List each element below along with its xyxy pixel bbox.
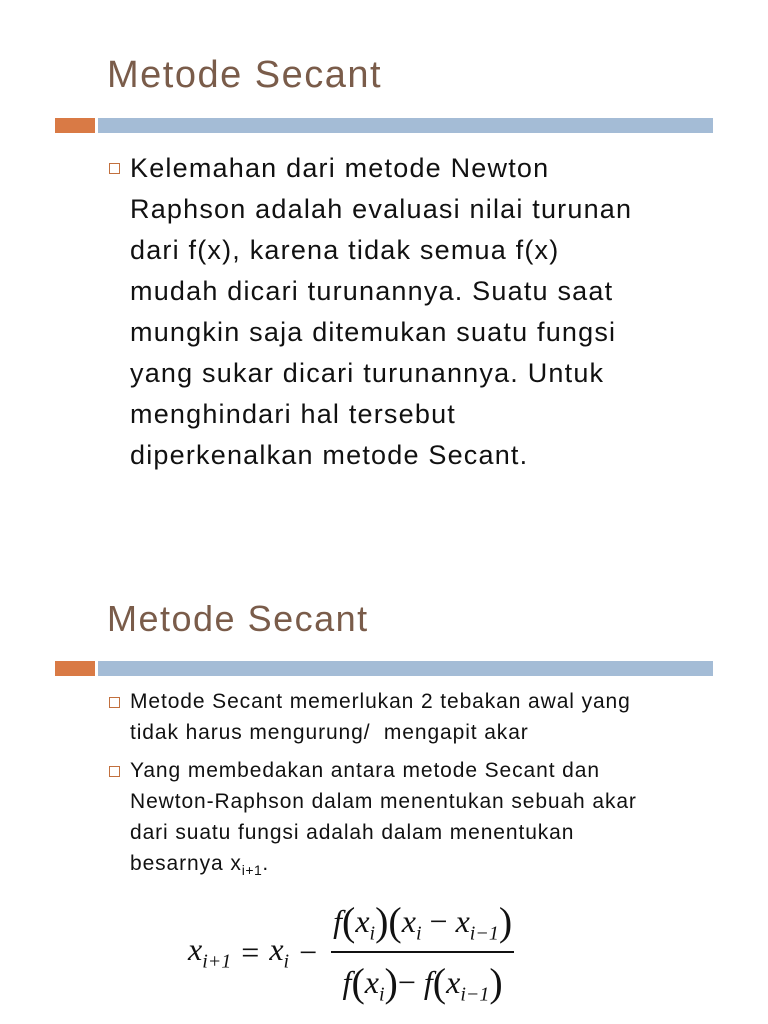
formula-sub: i (283, 950, 290, 973)
formula-sub: i (415, 922, 422, 945)
bullet-line: dari suatu fungsi adalah dalam menentukan (130, 821, 575, 844)
subscript: i+1 (241, 862, 263, 878)
slide-2 (0, 540, 768, 1024)
formula-var: x (364, 963, 379, 1000)
formula-equals: = (241, 933, 260, 970)
formula-denominator: $f(x_i)- f(x_{i-1})$ (342, 959, 503, 1006)
bullet-item (107, 148, 687, 476)
bullet-line: Kelemahan dari metode Newton (130, 153, 550, 183)
fraction-line (331, 951, 514, 953)
formula-numerator: $f(x_i)(x_i - x_{i-1})$ (333, 898, 513, 945)
formula-lhs (188, 931, 231, 973)
formula-sub: i (369, 922, 376, 945)
slide-title: Metode Secant (107, 54, 383, 96)
hollow-square-bullet-icon (109, 697, 120, 708)
bullet-line: tidak harus mengurung/ mengapit akar (130, 721, 529, 744)
bullet-line: diperkenalkan metode Secant. (130, 440, 529, 470)
formula-minus: − (299, 933, 318, 970)
formula-var: x (455, 902, 470, 939)
formula-minus: − (429, 902, 448, 939)
formula-var: x (188, 930, 203, 967)
bullet-line: yang sukar dicari turunannya. Untuk (130, 358, 605, 388)
title-accent-bar-blue (98, 661, 713, 676)
bullet-line: Metode Secant memerlukan 2 tebakan awal yang (130, 690, 631, 713)
bullet-list (107, 148, 687, 476)
hollow-square-bullet-icon (109, 766, 120, 777)
bullet-item (107, 755, 687, 886)
formula-func: f (342, 963, 352, 1000)
bullet-line: mungkin saja ditemukan suatu fungsi (130, 317, 617, 347)
formula-sub: i−1 (469, 922, 499, 945)
bullet-line: mudah dicari turunannya. Suatu saat (130, 276, 614, 306)
formula-var: x (269, 930, 284, 967)
formula-func: f (423, 963, 433, 1000)
formula-var: x (446, 963, 461, 1000)
slide-title: Metode Secant (107, 598, 369, 639)
formula-minus: − (397, 963, 416, 1000)
formula-var: x (355, 902, 370, 939)
bullet-text: besarnya x (130, 852, 242, 875)
bullet-line: Raphson adalah evaluasi nilai turunan (130, 194, 633, 224)
formula-sub: i (378, 983, 385, 1006)
formula-rhs-x (269, 931, 289, 973)
bullet-item (107, 686, 687, 748)
formula-var: x (401, 902, 416, 939)
formula-sub: i+1 (202, 950, 232, 973)
title-accent-bar-orange (55, 118, 95, 133)
bullet-line: dari f(x), karena tidak semua f(x) (130, 235, 560, 265)
formula-fraction (331, 898, 514, 1006)
formula-func: f (333, 902, 343, 939)
formula-sub: i−1 (460, 983, 490, 1006)
hollow-square-bullet-icon (109, 163, 120, 174)
secant-formula (188, 897, 514, 1007)
bullet-line-with-subscript (130, 852, 270, 878)
bullet-text: . (262, 852, 270, 875)
bullet-line: Newton-Raphson dalam menentukan sebuah akar (130, 790, 637, 813)
bullet-line: menghindari hal tersebut (130, 399, 456, 429)
title-accent-bar-orange (55, 661, 95, 676)
bullet-list (107, 686, 687, 893)
bullet-line: Yang membedakan antara metode Secant dan (130, 759, 600, 782)
title-accent-bar-blue (98, 118, 713, 133)
